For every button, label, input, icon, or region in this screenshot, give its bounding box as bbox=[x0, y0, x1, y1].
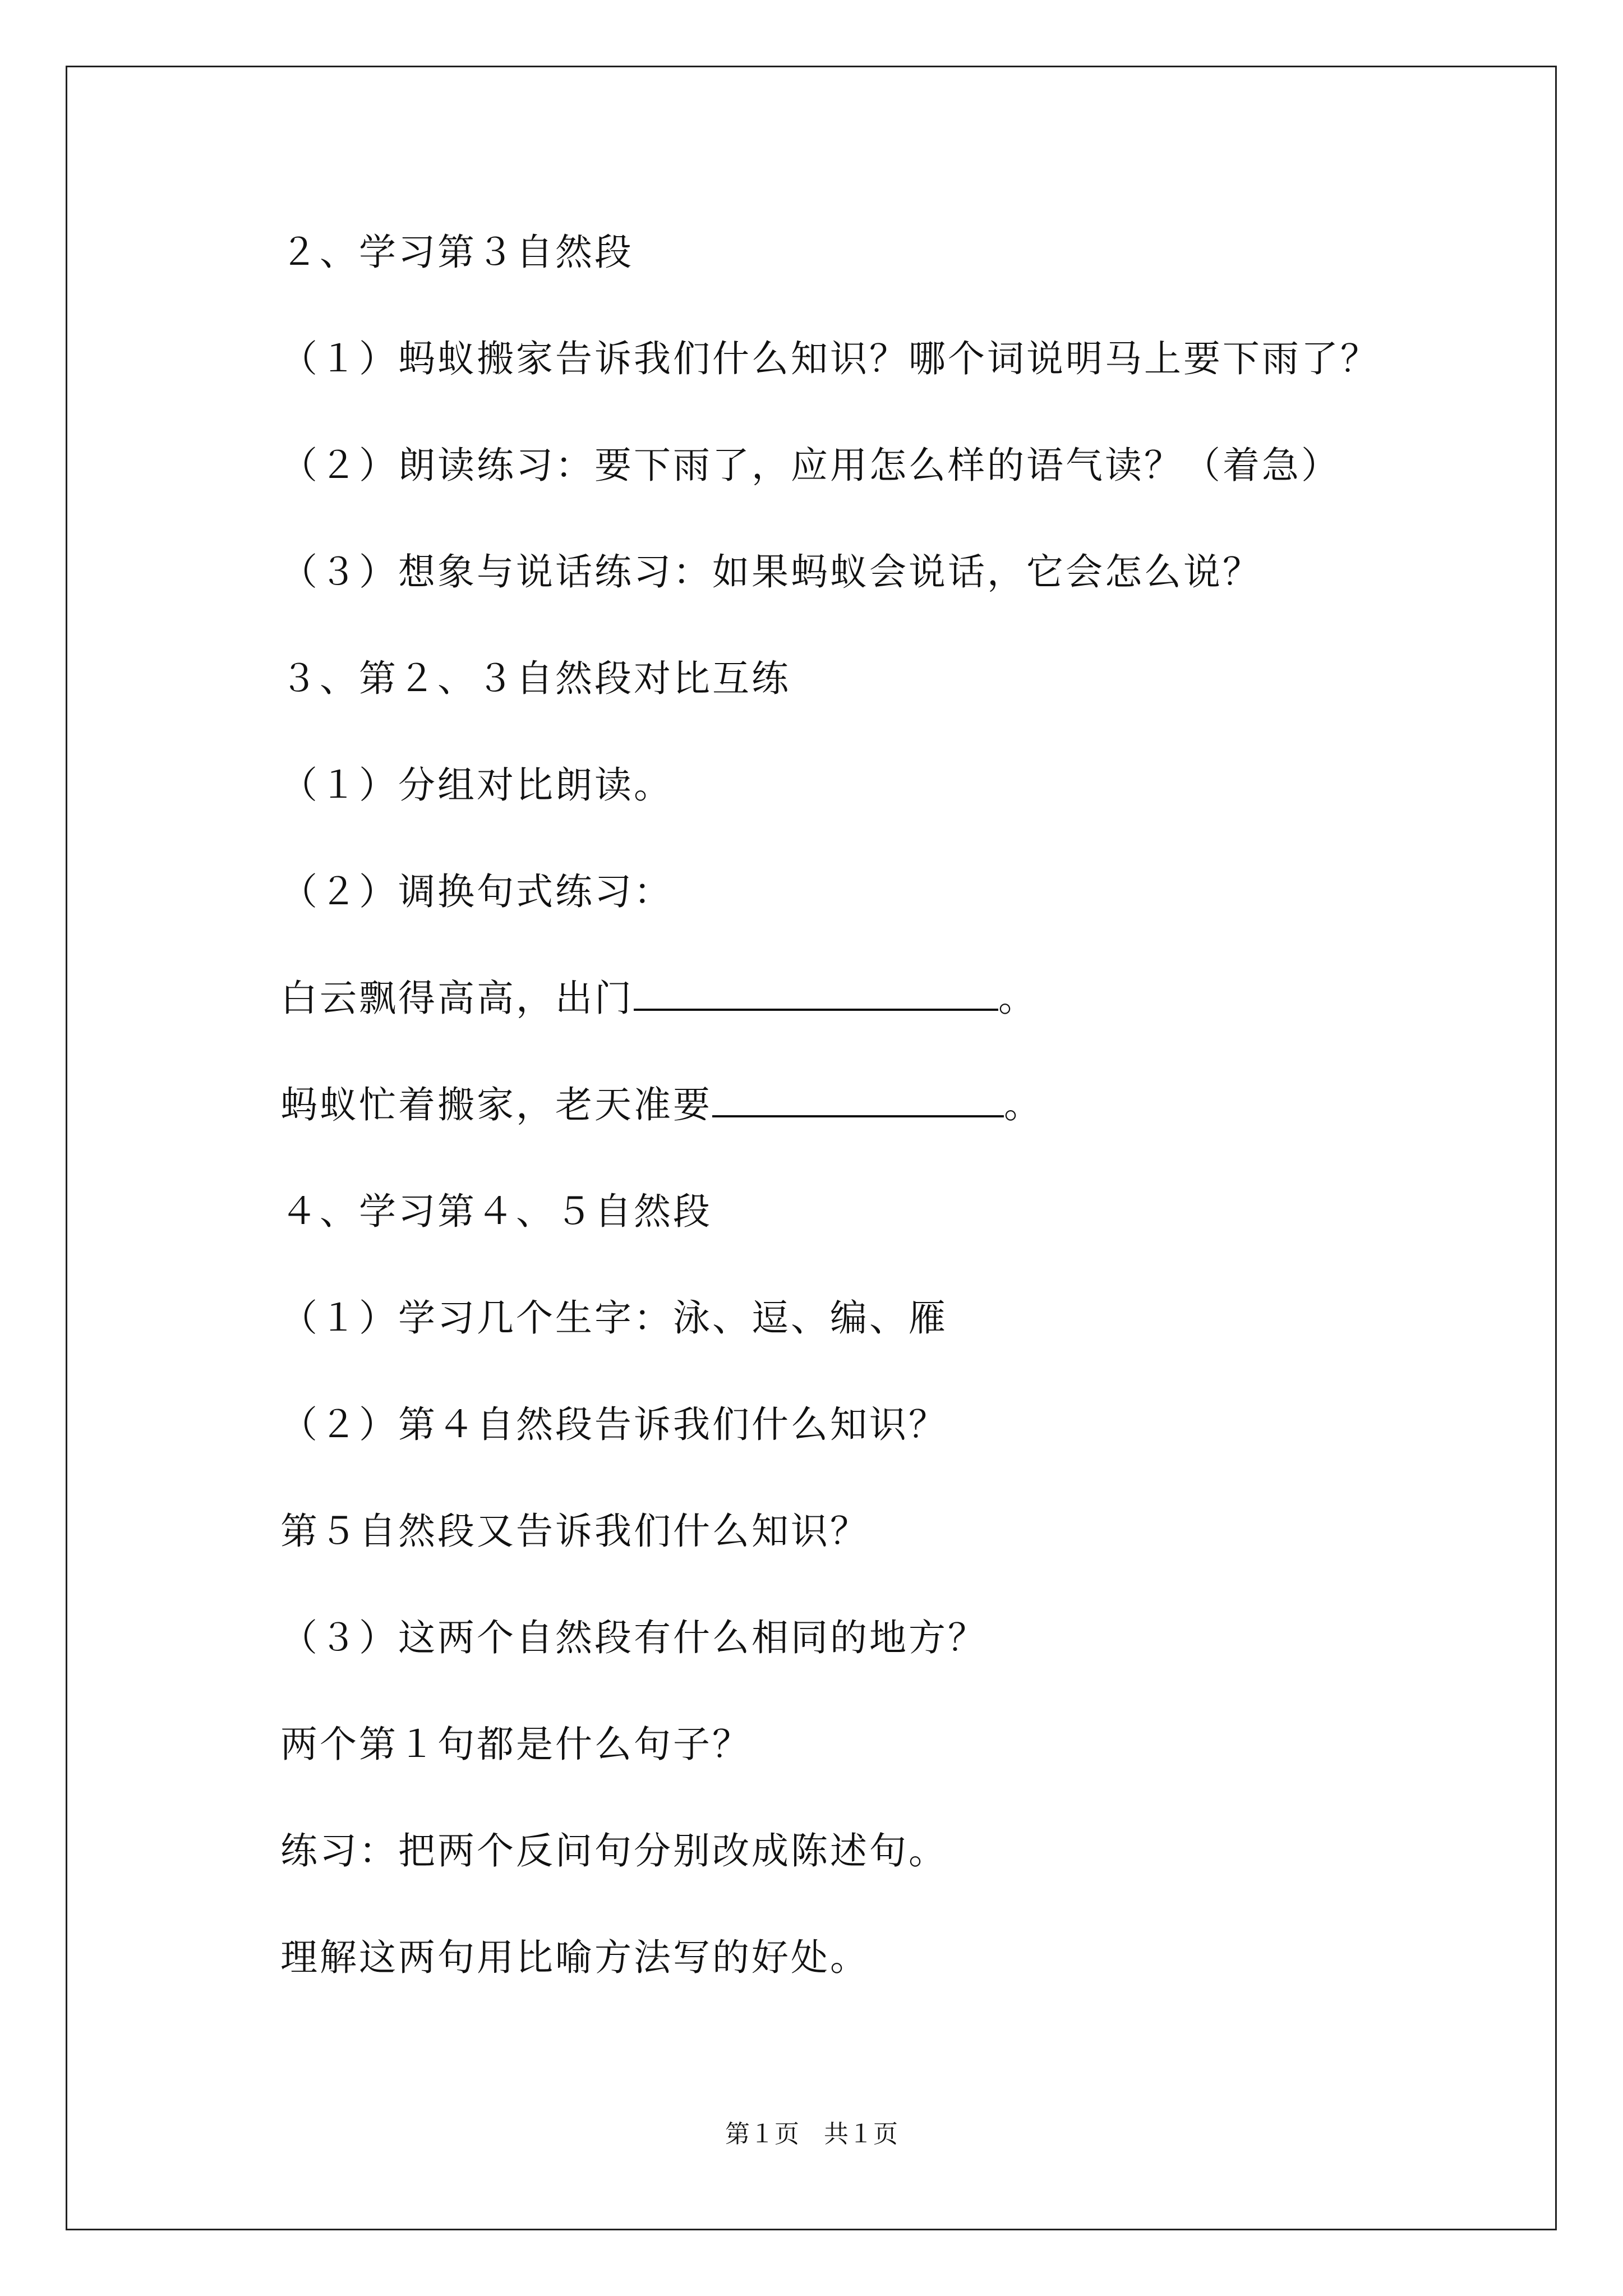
question-line: 第５自然段又告诉我们什么知识？ bbox=[280, 1510, 869, 1553]
page-footer: 第１页 共１页 bbox=[725, 2120, 898, 2148]
fill-blank-line bbox=[634, 974, 998, 1011]
question-line: （１）分组对比朗读。 bbox=[280, 763, 673, 807]
question-line: （１）学习几个生字：泳、逗、编、雁 bbox=[280, 1296, 948, 1340]
page-border bbox=[66, 66, 1557, 2230]
question-line: （２）朗读练习：要下雨了，应用怎么样的语气读？（着急） bbox=[280, 444, 1340, 487]
question-line: （１）蚂蚁搬家告诉我们什么知识？哪个词说明马上要下雨了？ bbox=[280, 337, 1380, 380]
fill-blank-text: 蚂蚁忙着搬家，老天准要 bbox=[280, 1083, 712, 1126]
fill-blank-end: 。 bbox=[1004, 1083, 1043, 1126]
section-heading-4: ４、学习第４、５自然段 bbox=[280, 1190, 712, 1233]
fill-blank-line bbox=[712, 1080, 1004, 1117]
fill-blank-text: 白云飘得高高，出门 bbox=[280, 977, 634, 1020]
exercise-line: 练习：把两个反问句分别改成陈述句。 bbox=[280, 1829, 948, 1872]
question-line: 两个第１句都是什么句子？ bbox=[280, 1723, 751, 1766]
fill-blank-end: 。 bbox=[998, 977, 1038, 1020]
section-heading-2: ２、学习第３自然段 bbox=[280, 231, 634, 274]
fill-blank-sentence-1 bbox=[280, 970, 1038, 1027]
exercise-line: 理解这两句用比喻方法写的好处。 bbox=[280, 1936, 869, 1979]
fill-blank-sentence-2 bbox=[280, 1077, 1043, 1133]
section-heading-3: ３、第２、３自然段对比互练 bbox=[280, 657, 791, 700]
question-line: （２）第４自然段告诉我们什么知识？ bbox=[280, 1403, 948, 1446]
question-line: （３）想象与说话练习：如果蚂蚁会说话，它会怎么说？ bbox=[280, 550, 1262, 593]
question-line: （３）这两个自然段有什么相同的地方？ bbox=[280, 1616, 987, 1659]
question-line: （２）调换句式练习： bbox=[280, 870, 673, 913]
